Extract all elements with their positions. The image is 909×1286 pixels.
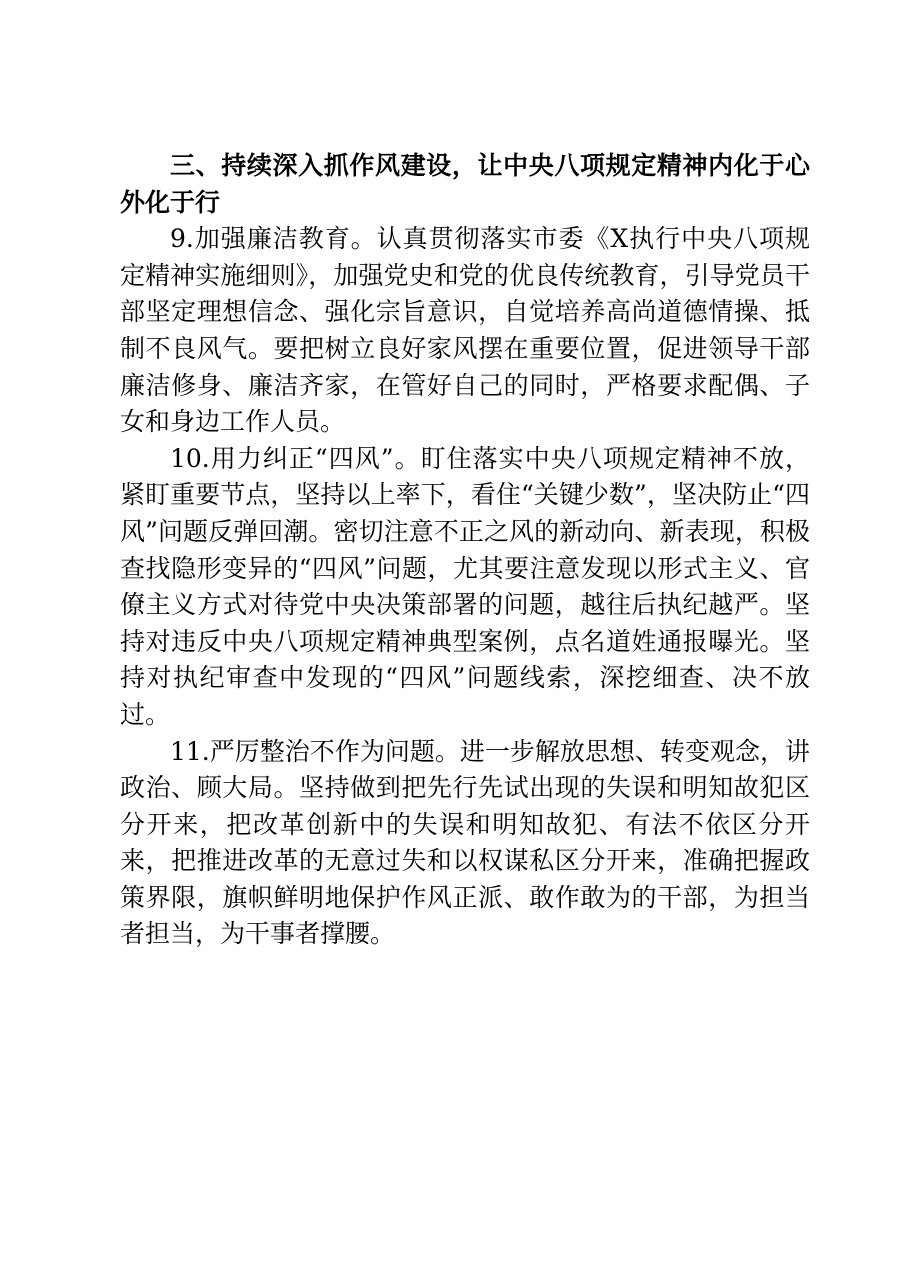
- section-heading: 三、持续深入抓作风建设，让中央八项规定精神内化于心外化于行: [120, 151, 810, 217]
- paragraph-11: 11.严厉整治不作为问题。进一步解放思想、转变观念，讲政治、顾大局。坚持做到把先行先试出现的失误和明知故犯区分开来，把改革创新中的失误和明知故犯、有法不依区分开来，把推进改革的无意过失和以权谋私区分开来，准确把握政策界限，旗帜鲜明地保护作风正派、敢作敢为的干部，为担当者担当，为干事者撑腰。: [120, 736, 810, 949]
- paragraph-9: 9.加强廉洁教育。认真贯彻落实市委《X执行中央八项规定精神实施细则》，加强党史和党的优良传统教育，引导党员干部坚定理想信念、强化宗旨意识，自觉培养高尚道德情操、抵制不良风气。要把树立良好家风摆在重要位置，促进领导干部廉洁修身、廉洁齐家，在管好自己的同时，严格要求配偶、子女和身边工作人员。: [120, 224, 810, 437]
- document-body: [120, 148, 810, 953]
- paragraph-10: 10.用力纠正“四风”。盯住落实中央八项规定精神不放，紧盯重要节点，坚持以上率下，看住“关键少数”，坚决防止“四风”问题反弹回潮。密切注意不正之风的新动向、新表现，积极查找隐形变异的“四风”问题，尤其要注意发现以形式主义、官僚主义方式对待党中央决策部署的问题，越往后执纪越严。坚持对违反中央八项规定精神典型案例，点名道姓通报曝光。坚持对执纪审查中发现的“四风”问题线索，深挖细查、决不放过。: [120, 443, 810, 729]
